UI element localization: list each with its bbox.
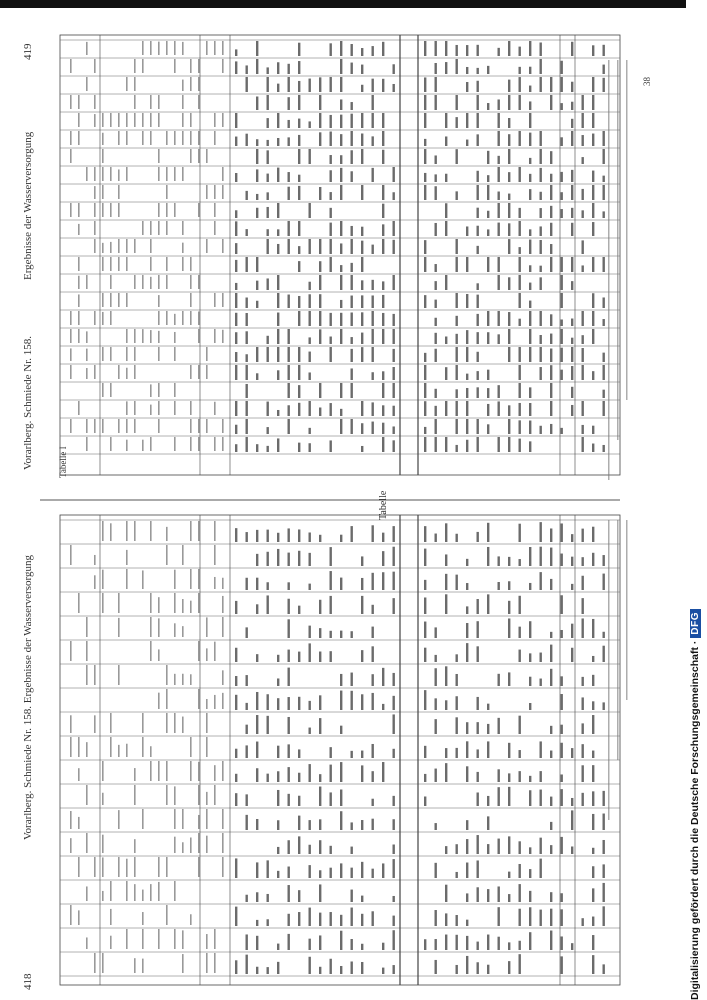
left-page-header: Vorarlberg. Schmiede Nr. 158. Ergebnisse der Wasserversorgung — [22, 555, 34, 840]
right-page-number: 419 — [22, 43, 34, 60]
right-page-header-prefix: Vorarlberg. Schmiede Nr. 158. — [22, 335, 34, 470]
dfg-logo-badge: DFG — [690, 609, 701, 638]
banner-label: Digitalisierung gefördert durch die Deutsche Forschungsgemeinschaft · — [689, 640, 701, 1000]
scan-top-border — [0, 0, 707, 8]
folio-marker: 38 — [642, 77, 652, 86]
right-sheet-label: Tabelle I — [58, 446, 68, 478]
right-page-header: Ergebnisse der Wasserversorgung — [22, 131, 34, 280]
left-side-label: Tabelle — [378, 490, 389, 520]
left-page-number: 418 — [22, 973, 34, 990]
digitization-banner-text — [689, 609, 701, 1000]
